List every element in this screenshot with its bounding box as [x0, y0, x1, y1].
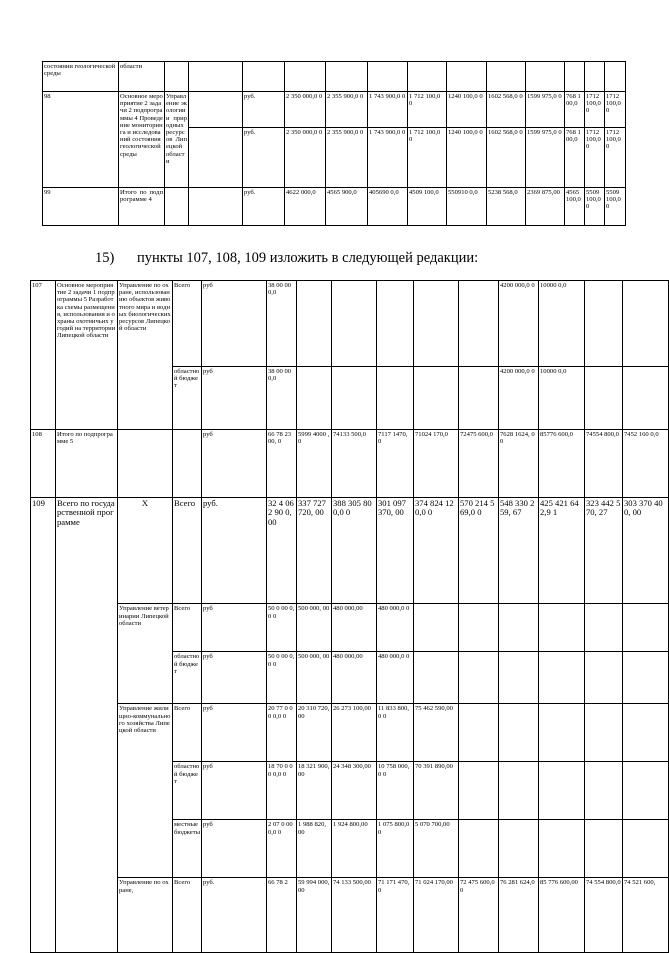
cell-value: 303 370 400, 00: [623, 497, 669, 603]
cell-value: 20 310 720, 00: [297, 704, 332, 762]
cell-executor: Управление ветеринарии Липецкой области: [118, 604, 173, 704]
cell-unit: руб: [202, 604, 267, 652]
cell-value: 337 727 720, 00: [297, 497, 332, 603]
cell-value: 74133 500,0: [332, 430, 377, 498]
cell-value: 50 0 00 0,0 0: [267, 652, 297, 704]
cell-value: 1240 100,0 0: [447, 92, 487, 128]
cell-value: 1240 100,0 0: [447, 128, 487, 188]
cell-value: 11 833 800,0 0: [377, 704, 414, 762]
cell-title: Итого по подпрограмме 4: [119, 188, 165, 226]
cell-value: 18 321 900, 00: [297, 762, 332, 820]
cell-title: состоянии геологической среды: [43, 62, 119, 92]
cell-value: 20 77 0 00 0,0 0: [267, 704, 297, 762]
cell-executor: Управление по охране,: [118, 878, 173, 953]
cell-source: областной бюджет: [173, 762, 202, 820]
cell-value: 2 350 000,0 0: [285, 128, 326, 188]
cell-value: 405690 0,0: [368, 188, 408, 226]
cell-x-mark: X: [118, 497, 173, 603]
cell-source: областной бюджет: [173, 367, 202, 430]
cell-value: 425 421 642,9 1: [539, 497, 585, 603]
cell-value: 480 000,00: [332, 604, 377, 652]
cell-unit: руб.: [243, 128, 285, 188]
cell-value: 1712 100,0 0: [585, 128, 605, 188]
cell-value: 1 712 100,0 0: [408, 92, 447, 128]
table-row: [31, 430, 669, 498]
cell-value: 72 475 600,00: [459, 878, 499, 953]
cell-value: 2 355 900,0 0: [326, 128, 368, 188]
cell-value: 50 0 00 0,0 0: [267, 604, 297, 652]
cell-value: 38 00 00 0,0: [267, 367, 297, 430]
cell-unit: руб: [202, 430, 267, 498]
cell-value: 768 100,0: [565, 128, 585, 188]
cell-unit: руб: [202, 820, 267, 878]
cell-value: 500 000, 00: [297, 652, 332, 704]
cell-value: 1602 568,0 0: [487, 128, 526, 188]
cell-value: 1 712 100,0 0: [408, 128, 447, 188]
cell-value: 74 554 800,0: [585, 878, 623, 953]
cell-value: 4509 100,0: [408, 188, 447, 226]
cell-value: 38 00 00 0,0: [267, 281, 297, 367]
cell-value: 26 273 100,00: [332, 704, 377, 762]
cell-value: 66 78 2: [267, 878, 297, 953]
cell-value: 480 000,0 0: [377, 652, 414, 704]
cell-value: 388 305 800,0 0: [332, 497, 377, 603]
cell-value: 4565 900,0: [326, 188, 368, 226]
cell-executor: Управление экологии и природных ресурсов Липецкой области: [165, 92, 189, 188]
cell-value: 374 824 120,0 0: [414, 497, 459, 603]
cell-row-number: 99: [43, 188, 119, 226]
budget-table-top: [42, 61, 626, 226]
cell-row-number: 107: [31, 281, 56, 430]
cell-value: 71024 170,0: [414, 430, 459, 498]
budget-table-main: [30, 280, 669, 953]
cell-value: 71 024 170,00: [414, 878, 459, 953]
cell-title: Итого по подпрограмме 5: [56, 430, 118, 498]
table-row: [43, 92, 626, 128]
cell-value: 5509 100,00: [585, 188, 605, 226]
cell-value: 1 075 800,0 0: [377, 820, 414, 878]
cell-value: 85 776 600,00: [539, 878, 585, 953]
cell-unit: руб: [202, 762, 267, 820]
cell-unit: руб.: [243, 188, 285, 226]
cell-value: 7452 160 0,0: [623, 430, 669, 498]
table-row: [31, 497, 669, 603]
cell-value: 5238 568,0: [487, 188, 526, 226]
cell-value: 7628 1624, 00: [499, 430, 539, 498]
cell-value: 74 521 600,: [623, 878, 669, 953]
cell-unit: руб: [202, 704, 267, 762]
cell-value: 1602 568,0 0: [487, 92, 526, 128]
cell-value: 570 214 569,0 0: [459, 497, 499, 603]
cell-value: 1712 100,0 0: [585, 92, 605, 128]
cell-unit: руб: [202, 367, 267, 430]
cell-unit: руб.: [202, 878, 267, 953]
cell-value: 5 070 700,00: [414, 820, 459, 878]
cell-value: 18 70 0 00 0,0 0: [267, 762, 297, 820]
cell-value: 24 348 300,00: [332, 762, 377, 820]
cell-executor: Управление по охране, использованию объектов животного мира и водных биологических ресурсов Липецкой области: [118, 281, 173, 430]
cell-value: 2369 875,00: [526, 188, 565, 226]
cell-value: 4565 100,0: [565, 188, 585, 226]
cell-title: Всего по государственной программе: [56, 497, 118, 953]
cell-source: местные бюджеты: [173, 820, 202, 878]
cell-value: 74554 800,0: [585, 430, 623, 498]
cell-unit: руб.: [243, 92, 285, 128]
cell-value: 7117 1470, 0: [377, 430, 414, 498]
cell-value: 10000 0,0: [539, 281, 585, 367]
table-row: [31, 604, 669, 652]
section-heading: [95, 250, 478, 267]
cell-value: 500 000, 00: [297, 604, 332, 652]
cell-source: Всего: [173, 878, 202, 953]
cell-value: 10 758 000,0 0: [377, 762, 414, 820]
cell-value: 75 462 590,00: [414, 704, 459, 762]
cell-value: 1712 100,0 0: [605, 92, 626, 128]
table-row: [31, 281, 669, 367]
section-text: пункты 107, 108, 109 изложить в следующей редакции:: [137, 250, 479, 266]
cell-value: 66 78 23 00, 0: [267, 430, 297, 498]
cell-value: 1712 100,0 0: [605, 128, 626, 188]
cell-value: 4622 000,0: [285, 188, 326, 226]
cell-title: Основное мероприятие 2 задачи 1 подпрограммы 5 Разработка схемы размещения, использования и охраны охотничьих угодий на территории Липецкой области: [56, 281, 118, 430]
cell-value: 1599 975,0 0: [526, 128, 565, 188]
cell-value: 550910 0,0: [447, 188, 487, 226]
section-number: 15): [95, 250, 115, 266]
cell-source: Всего: [173, 604, 202, 652]
cell-value: 72475 600,0: [459, 430, 499, 498]
cell-executor: области: [119, 62, 165, 92]
cell-title: Основное мероприятие 2 задачи 2 подпрограммы 4 Проведение мониторинга и исследований состояния геологической среды: [119, 92, 165, 188]
cell-value: 32 4 06 2 90 0, 00: [267, 497, 297, 603]
cell-value: 2 07 0 00 0,0 0: [267, 820, 297, 878]
cell-unit: руб: [202, 281, 267, 367]
cell-value: 76 281 624,0: [499, 878, 539, 953]
cell-value: 768 100,0: [565, 92, 585, 128]
cell-row-number: 98: [43, 92, 119, 188]
cell-source: областной бюджет: [173, 652, 202, 704]
cell-unit: руб: [202, 652, 267, 704]
cell-source: Всего: [173, 497, 202, 603]
cell-value: 85776 600,0: [539, 430, 585, 498]
cell-executor: Управление жилищно-коммунального хозяйства Липецкой области: [118, 704, 173, 878]
cell-source: Всего: [173, 281, 202, 367]
cell-value: 323 442 570, 27: [585, 497, 623, 603]
cell-value: 5509 100,00: [605, 188, 626, 226]
cell-value: 1 988 820, 00: [297, 820, 332, 878]
cell-row-number: 109: [31, 497, 56, 953]
cell-value: 2 350 000,0 0: [285, 92, 326, 128]
cell-value: 4200 000,0 0: [499, 281, 539, 367]
cell-value: 548 330 259, 67: [499, 497, 539, 603]
cell-value: 70 391 890,00: [414, 762, 459, 820]
cell-value: 1 743 900,0 0: [368, 128, 408, 188]
cell-value: 1599 975,0 0: [526, 92, 565, 128]
cell-value: 59 994 000,00: [297, 878, 332, 953]
cell-value: 71 171 470,0: [377, 878, 414, 953]
cell-value: 1 743 900,0 0: [368, 92, 408, 128]
table-row: [43, 62, 626, 92]
cell-value: 74 133 500,00: [332, 878, 377, 953]
table-row: [31, 878, 669, 953]
cell-row-number: 108: [31, 430, 56, 498]
cell-value: 480 000,0 0: [377, 604, 414, 652]
cell-unit: руб.: [202, 497, 267, 603]
cell-value: 5999 4000 ,0: [297, 430, 332, 498]
table-row: [43, 188, 626, 226]
cell-value: 2 355 900,0 0: [326, 92, 368, 128]
cell-value: 301 097 370, 00: [377, 497, 414, 603]
cell-value: 4200 000,0 0: [499, 367, 539, 430]
cell-value: 10000 0,0: [539, 367, 585, 430]
cell-value: 480 000,00: [332, 652, 377, 704]
table-row: [31, 704, 669, 762]
cell-source: Всего: [173, 704, 202, 762]
cell-value: 1 924 800,00: [332, 820, 377, 878]
